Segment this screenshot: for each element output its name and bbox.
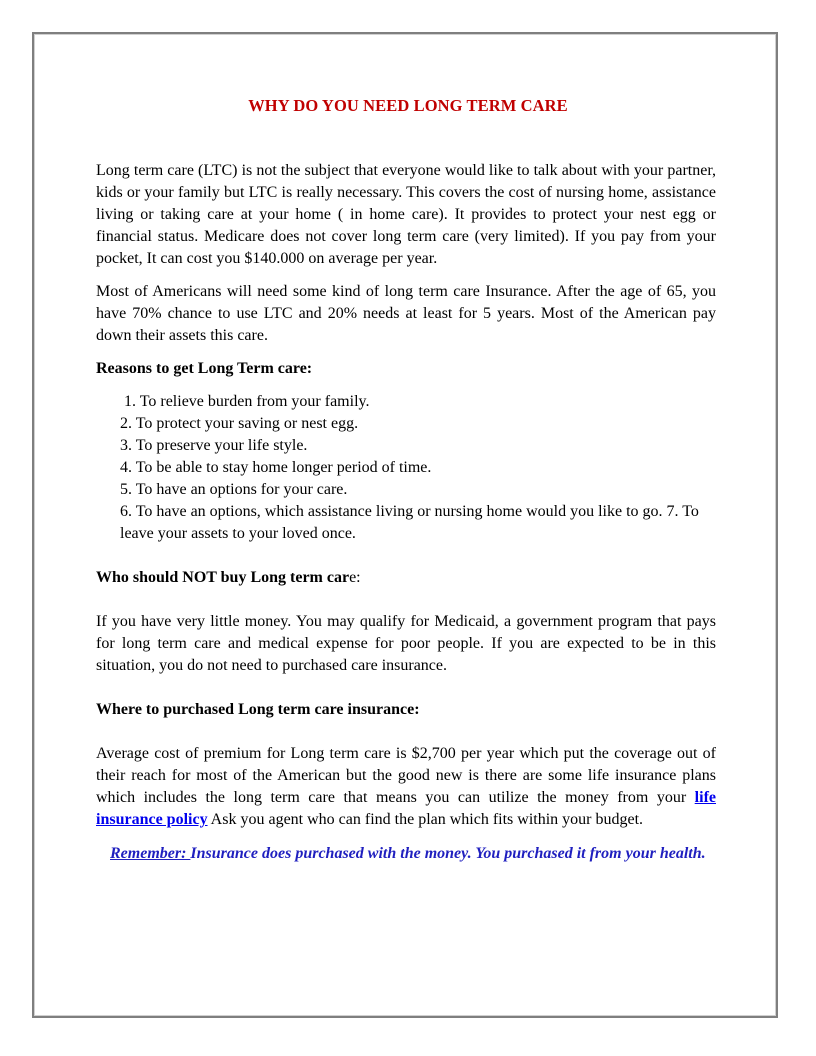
not-buy-heading-suffix: e: — [349, 569, 361, 586]
reason-item: 5. To have an options for your care. — [120, 481, 348, 498]
reason-item: 3. To preserve your life style. — [120, 437, 308, 454]
life-insurance-policy-link[interactable]: life insurance policy — [96, 789, 716, 828]
reason-item: 6. To have an options, which assistance living or nursing home would you like to go. 7. To leave your assets to your loved once. — [120, 503, 699, 542]
where-paragraph — [96, 743, 716, 831]
page-title: WHY DO YOU NEED LONG TERM CARE — [248, 96, 568, 115]
not-buy-heading-text: Who should NOT buy Long term car — [96, 569, 350, 586]
reason-item: 4. To be able to stay home longer period of time. — [120, 459, 432, 476]
reasons-heading: Reasons to get Long Term care: — [96, 360, 313, 377]
where-text-after: Ask you agent who can find the plan which fits within your budget. — [207, 811, 644, 828]
reason-item: 1. To relieve burden from your family. — [124, 393, 370, 410]
intro-paragraph: Long term care (LTC) is not the subject that everyone would like to talk about with your partner, kids or your family but LTC is really necessary. This covers the cost of nursing home, assistance living or taking care at your home ( in home care). It provides to protect your nest egg or financial status. Medicare does not cover long term care (very limited). If you pay from your pocket, It can cost you $140.000 on average per year. — [96, 162, 716, 267]
reason-item: 2. To protect your saving or nest egg. — [120, 415, 359, 432]
remember-text: Insurance does purchased with the money. You purchased it from your health. — [190, 845, 706, 862]
not-buy-heading — [96, 567, 716, 589]
where-heading: Where to purchased Long term care insurance: — [96, 701, 420, 718]
reasons-list — [96, 391, 716, 545]
remember-label: Remember: — [110, 845, 191, 862]
document-body — [96, 160, 716, 865]
where-text-before: Average cost of premium for Long term care is $2,700 per year which put the coverage out of their reach for most of the American but the good new is there are some life insurance plans which includes the long term care that means you can utilize the money from your — [96, 745, 716, 806]
remember-note — [110, 843, 716, 865]
stats-paragraph: Most of Americans will need some kind of long term care Insurance. After the age of 65, you have 70% chance to use LTC and 20% needs at least for 5 years. Most of the American pay down their assets this care. — [96, 283, 716, 344]
not-buy-paragraph: If you have very little money. You may qualify for Medicaid, a government program that pays for long term care and medical expense for poor people. If you are expected to be in this situation, you do not need to purchased care insurance. — [96, 613, 716, 674]
